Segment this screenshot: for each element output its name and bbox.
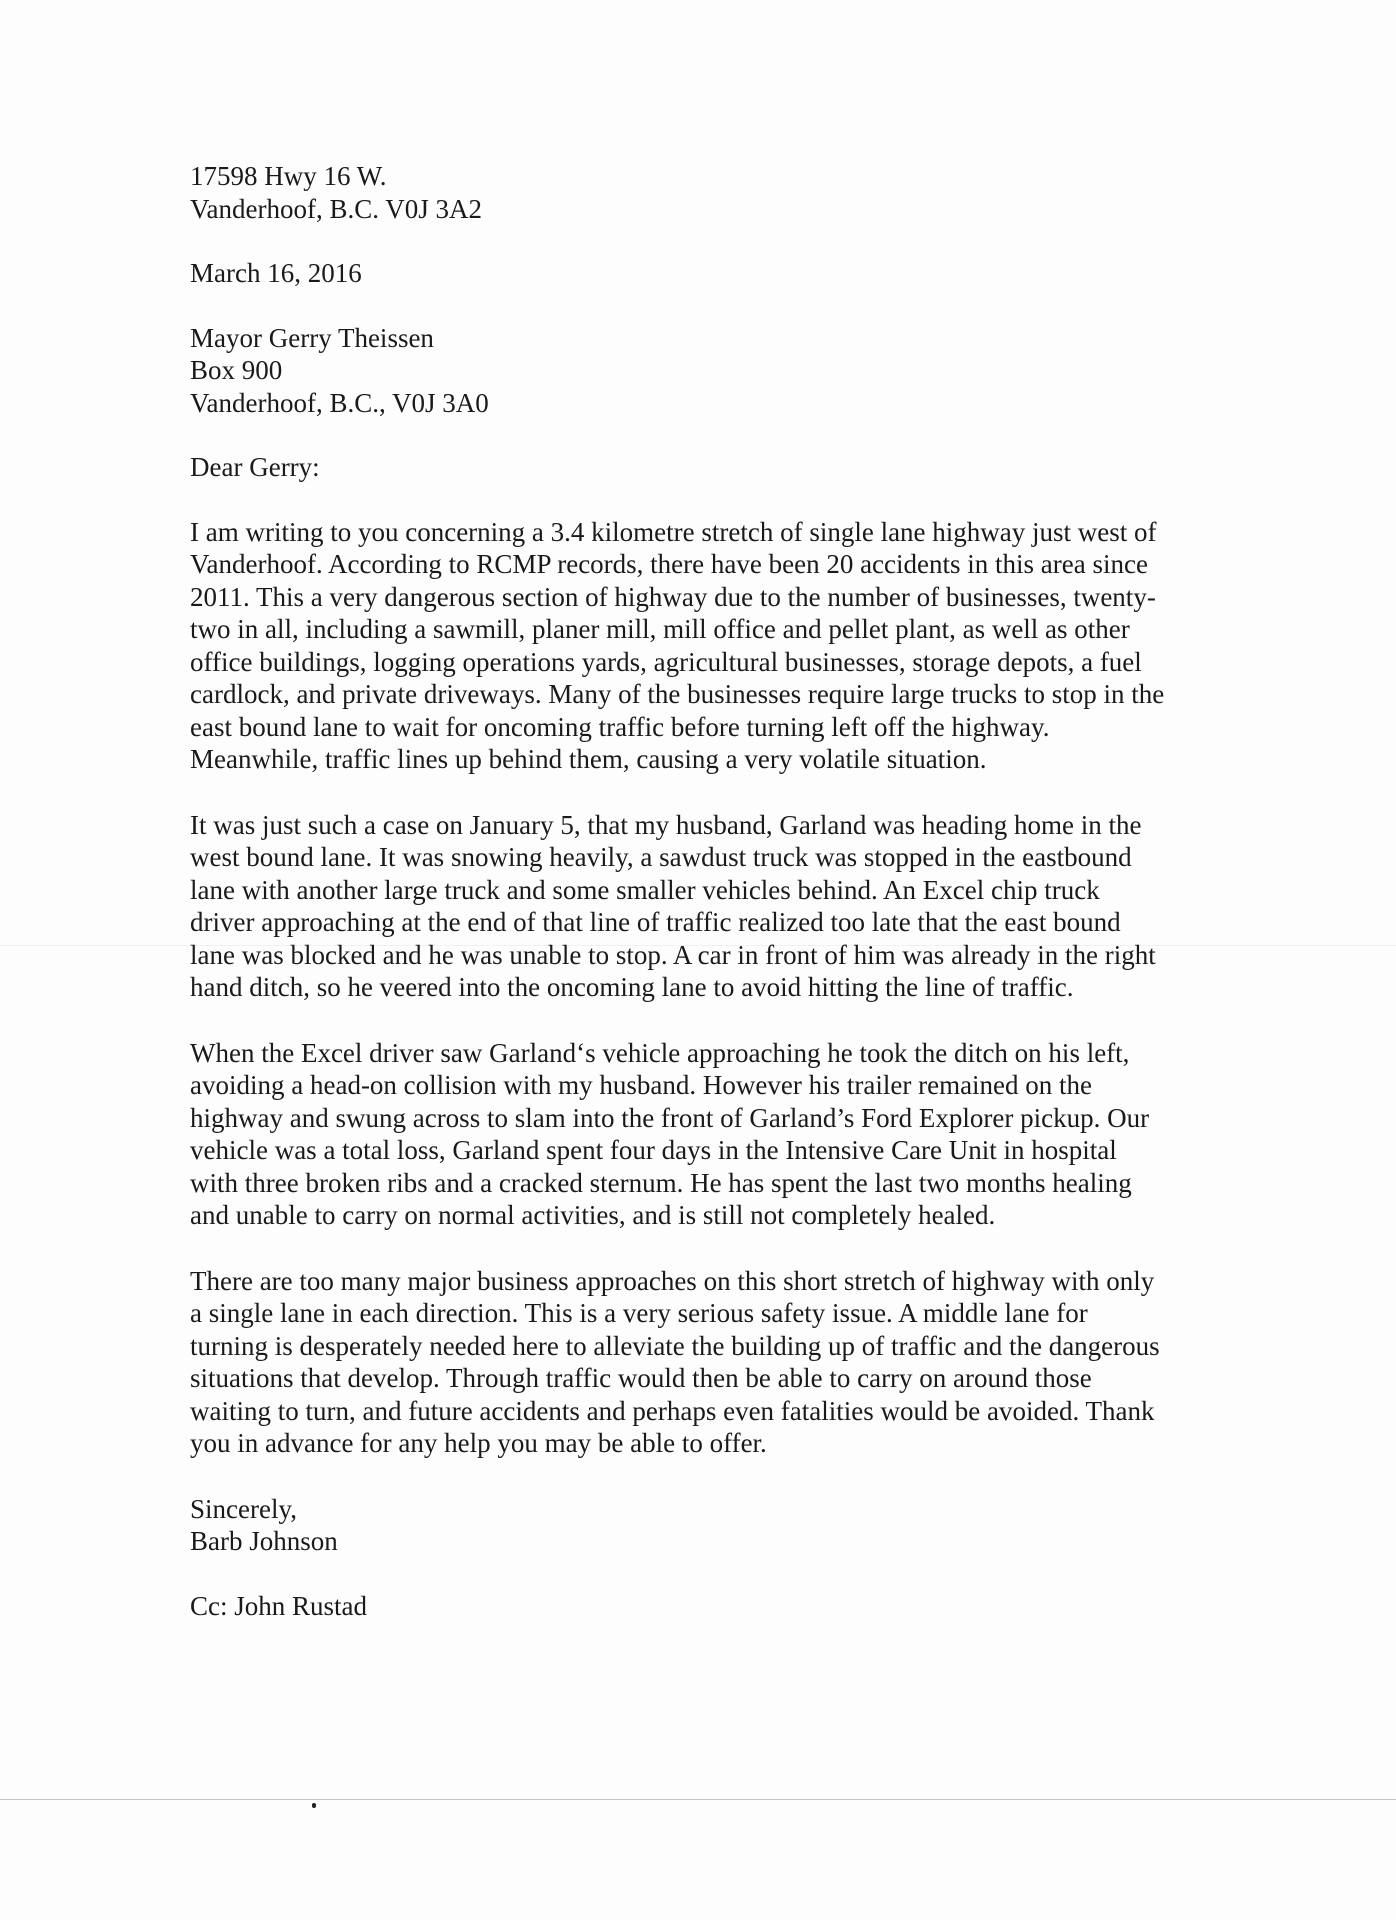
paragraph-line: east bound lane to wait for oncoming traffic before turning left off the highway. xyxy=(190,711,1050,742)
scan-edge-line xyxy=(0,1799,1396,1800)
sender-address-line: Vanderhoof, B.C. V0J 3A2 xyxy=(190,193,482,224)
paragraph-line: Vanderhoof. According to RCMP records, there have been 20 accidents in this area since xyxy=(190,549,1148,579)
sender-address-line: 17598 Hwy 16 W. xyxy=(190,161,387,191)
paragraph-line: Meanwhile, traffic lines up behind them, causing a very volatile situation. xyxy=(190,744,987,774)
paragraph-line: west bound lane. It was snowing heavily, a sawdust truck was stopped in the eastbound xyxy=(190,842,1132,872)
paragraph-line: and unable to carry on normal activities, and is still not completely healed. xyxy=(190,1200,996,1230)
paragraph-4 xyxy=(190,1265,1200,1460)
paragraph-line: you in advance for any help you may be able to offer. xyxy=(190,1428,767,1458)
salutation: Dear Gerry: xyxy=(190,452,320,482)
recipient-name: Mayor Gerry Theissen xyxy=(190,322,434,353)
paragraph-line: lane with another large truck and some smaller vehicles behind. An Excel chip truck xyxy=(190,874,1100,905)
paragraph-line: When the Excel driver saw Garland‘s vehicle approaching he took the ditch on his left, xyxy=(190,1037,1130,1068)
paragraph-line: situations that develop. Through traffic would then be able to carry on around those xyxy=(190,1363,1092,1393)
scan-speck xyxy=(312,1803,316,1808)
paragraph-line: turning is desperately needed here to alleviate the building up of traffic and the dangerous xyxy=(190,1330,1160,1361)
paragraph-line: driver approaching at the end of that line of traffic realized too late that the east bound xyxy=(190,907,1121,937)
paragraph-2 xyxy=(190,809,1200,1004)
paragraph-3 xyxy=(190,1037,1200,1232)
paragraph-line: vehicle was a total loss, Garland spent four days in the Intensive Care Unit in hospital xyxy=(190,1135,1117,1165)
paragraph-line: two in all, including a sawmill, planer mill, mill office and pellet plant, as well as other xyxy=(190,614,1130,644)
paragraph-line: lane was blocked and he was unable to stop. A car in front of him was already in the right xyxy=(190,939,1156,970)
closing: Sincerely, xyxy=(190,1493,297,1524)
recipient-address xyxy=(190,322,1200,420)
cc-line: Cc: John Rustad xyxy=(190,1590,368,1621)
paragraph-line: a single lane in each direction. This is a very serious safety issue. A middle lane for xyxy=(190,1298,1088,1328)
paragraph-line: It was just such a case on January 5, that my husband, Garland was heading home in the xyxy=(190,809,1142,840)
paragraph-line: waiting to turn, and future accidents and perhaps even fatalities would be avoided. Thank xyxy=(190,1395,1155,1426)
letter-date: March 16, 2016 xyxy=(190,258,362,288)
paragraph-line: I am writing to you concerning a 3.4 kilometre stretch of single lane highway just west of xyxy=(190,516,1157,547)
paragraph-1 xyxy=(190,516,1200,776)
signature-name: Barb Johnson xyxy=(190,1526,338,1556)
sender-address xyxy=(190,160,1200,225)
paragraph-line: with three broken ribs and a cracked sternum. He has spent the last two months healing xyxy=(190,1167,1132,1198)
paragraph-line: cardlock, and private driveways. Many of the businesses require large trucks to stop in the xyxy=(190,679,1165,709)
paragraph-line: highway and swung across to slam into the front of Garland’s Ford Explorer pickup. Our xyxy=(190,1102,1150,1133)
recipient-box: Box 900 xyxy=(190,355,283,385)
recipient-city: Vanderhoof, B.C., V0J 3A0 xyxy=(190,387,489,418)
paragraph-line: avoiding a head-on collision with my husband. However his trailer remained on the xyxy=(190,1070,1093,1100)
letter-body xyxy=(190,160,1200,1622)
paragraph-line: 2011. This a very dangerous section of highway due to the number of businesses, twenty- xyxy=(190,581,1156,612)
paragraph-line: office buildings, logging operations yards, agricultural businesses, storage depots, a fuel xyxy=(190,646,1142,677)
paragraph-line: There are too many major business approaches on this short stretch of highway with only xyxy=(190,1265,1155,1296)
paragraph-line: hand ditch, so he veered into the oncoming lane to avoid hitting the line of traffic. xyxy=(190,972,1074,1002)
